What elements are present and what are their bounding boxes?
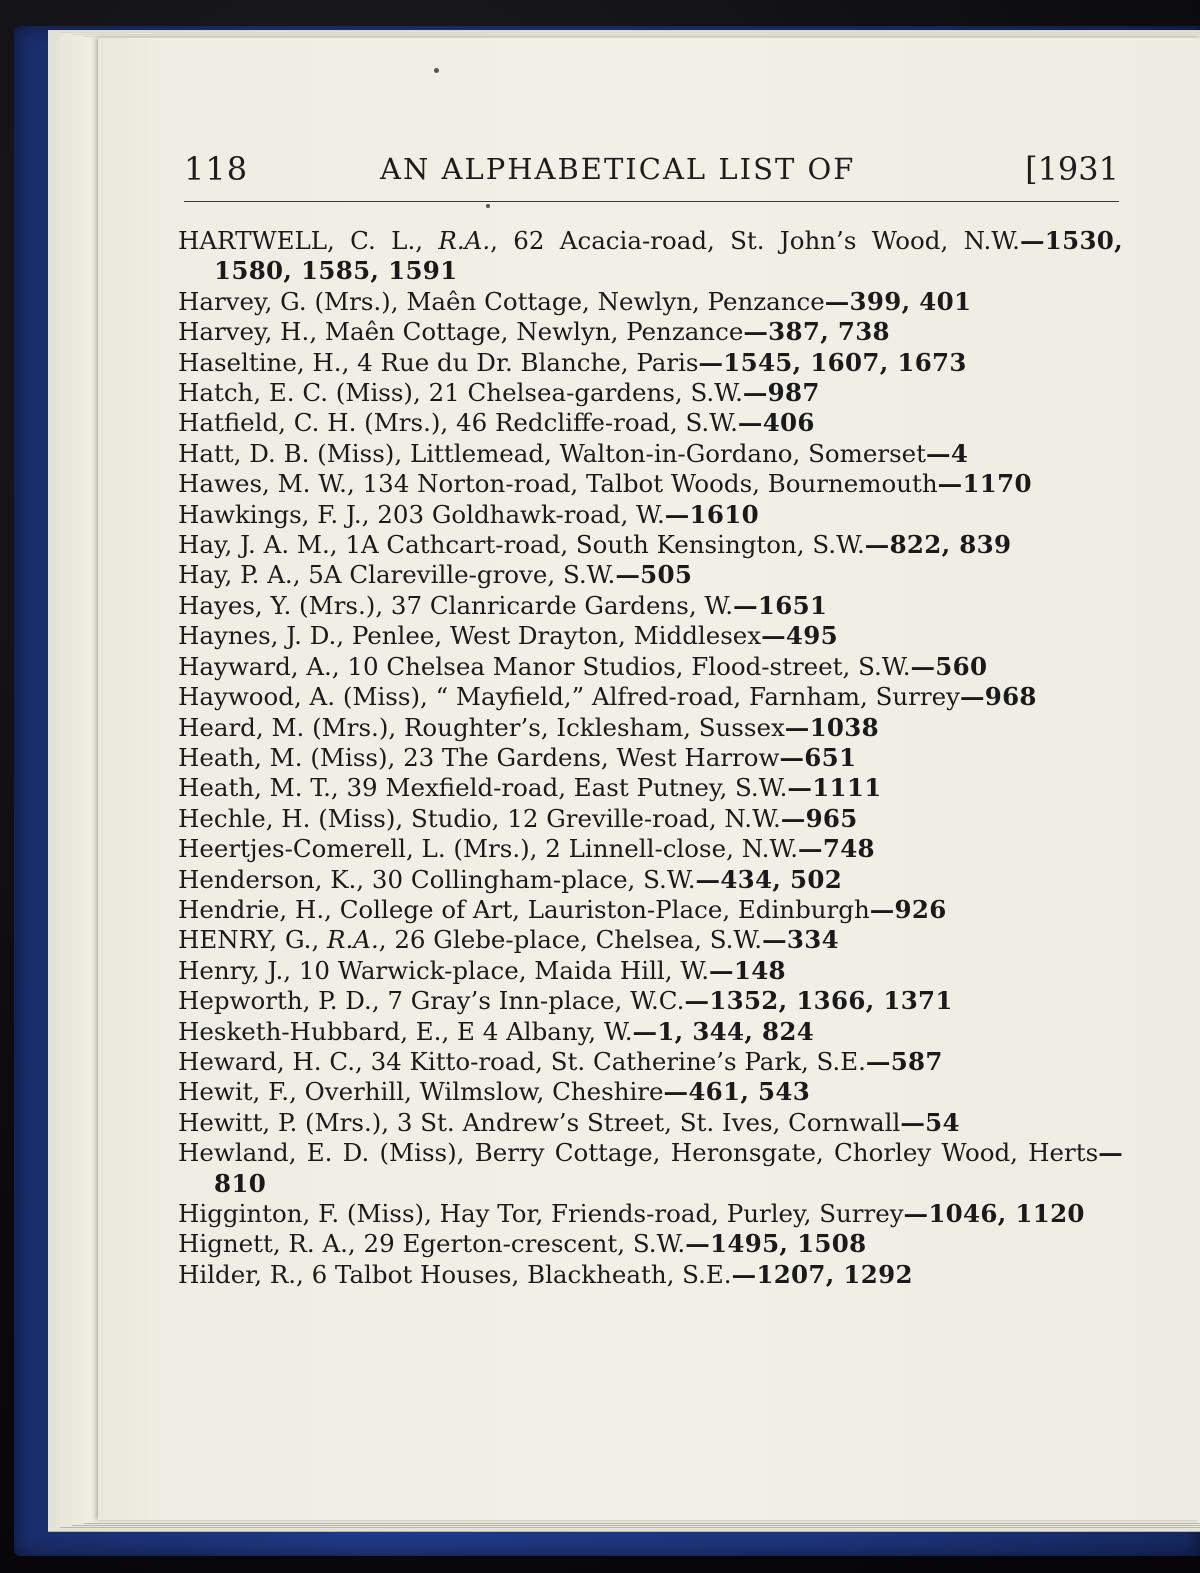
entry-numbers: —387, 738: [743, 317, 890, 347]
entry-numbers: —148: [709, 955, 786, 985]
list-item: [178, 378, 1123, 408]
entry-numbers: —406: [737, 408, 815, 438]
entry-address: E 4 Albany, W.: [457, 1016, 633, 1046]
entry-address: 1A Cathcart-road, South Kensington, S.W.: [345, 530, 865, 560]
entry-name: Hechle, H. (Miss),: [178, 803, 411, 833]
entry-address: 21 Chelsea-gardens, S.W.: [428, 378, 743, 408]
entry-name: Hignett, R. A.,: [178, 1229, 364, 1259]
entry-address: 37 Clanricarde Gardens, W.: [390, 590, 734, 620]
list-item: [178, 348, 1123, 378]
running-head: [184, 150, 1119, 200]
entry-address: 10 Warwick-place, Maida Hill, W.: [298, 955, 710, 985]
list-item: [178, 530, 1123, 560]
entry-honour: R.A.: [438, 226, 491, 255]
list-item: [178, 956, 1123, 986]
entry-numbers: —587: [865, 1046, 943, 1076]
list-item: [178, 1077, 1123, 1107]
entry-list: [178, 226, 1123, 1290]
entry-name: Haseltine, H.,: [178, 347, 358, 377]
list-item: [178, 986, 1123, 1016]
entry-numbers: —1352, 1366, 1371: [684, 986, 953, 1016]
entry-name: Hawkings, F. J.,: [178, 499, 378, 529]
entry-numbers: —1545, 1607, 1673: [698, 347, 967, 377]
list-item: [178, 439, 1123, 469]
entry-numbers: —651: [779, 742, 857, 772]
entry-numbers: —1046, 1120: [903, 1199, 1085, 1228]
entry-address: “ Mayfield,” Alfred-road, Farnham, Surrey: [435, 682, 960, 712]
book-page: [98, 38, 1200, 1520]
entry-name: HENRY, G.,: [178, 925, 328, 955]
entry-address: Maên Cottage, Newlyn, Penzance: [406, 286, 825, 316]
list-item: [178, 621, 1123, 651]
page-number: 118: [184, 150, 249, 188]
entry-numbers: —1, 344, 824: [632, 1016, 815, 1046]
entry-name: Henry, J.,: [178, 955, 299, 985]
entry-name: Hilder, R.,: [178, 1259, 312, 1289]
entry-address: 46 Redcliffe-road, S.W.: [456, 408, 738, 438]
list-item: [178, 925, 1123, 955]
list-item: [178, 743, 1123, 773]
list-item: [178, 865, 1123, 895]
entry-address: 23 The Gardens, West Harrow: [403, 742, 780, 772]
entry-numbers: —1651: [733, 590, 828, 620]
list-item: [178, 713, 1123, 743]
entry-numbers: —822, 839: [864, 530, 1012, 560]
entry-numbers: —926: [869, 894, 947, 924]
entry-name: HARTWELL, C. L.,: [178, 226, 439, 255]
list-item: [178, 500, 1123, 530]
list-item: [178, 287, 1123, 317]
entry-name: Heward, H. C.,: [178, 1046, 371, 1076]
entry-name: Hesketh-Hubbard, E.,: [178, 1016, 458, 1046]
list-item: [178, 560, 1123, 590]
header-rule: [184, 201, 1119, 202]
entry-name: Hendrie, H.,: [178, 894, 340, 924]
entry-numbers: —505: [615, 560, 693, 590]
entry-name: Haywood, A. (Miss),: [178, 682, 436, 712]
entry-numbers: —968: [959, 682, 1037, 712]
list-item: [178, 1199, 1123, 1229]
speck: [486, 204, 490, 208]
entry-address: Berry Cottage, Heronsgate, Chorley Wood, Herts: [474, 1138, 1099, 1168]
entry-address: Maên Cottage, Newlyn, Penzance: [324, 317, 744, 347]
entry-numbers: —810: [214, 1138, 1123, 1198]
entry-address: 30 Collingham-place, S.W.: [371, 864, 696, 894]
entry-address: Overhill, Wilmslow, Cheshire: [304, 1077, 664, 1107]
list-item: [178, 895, 1123, 925]
entry-name: Hewitt, P. (Mrs.),: [178, 1107, 397, 1137]
entry-address: 2 Linnell-close, N.W.: [545, 834, 799, 864]
entry-address: , 26 Glebe-place, Chelsea, S.W.: [378, 925, 763, 955]
entry-name: Hawes, M. W.,: [178, 469, 363, 499]
entry-address: Penlee, West Drayton, Middlesex: [351, 621, 762, 651]
list-item: [178, 1047, 1123, 1077]
entry-address: 34 Kitto-road, St. Catherine’s Park, S.E.: [370, 1046, 866, 1076]
entry-address: 5A Clareville-grove, S.W.: [308, 560, 616, 590]
entry-name: Hewland, E. D. (Miss),: [178, 1138, 475, 1168]
list-item: [178, 1138, 1123, 1199]
page-title: AN ALPHABETICAL LIST OF: [380, 152, 856, 186]
year-label: [1931: [1025, 150, 1119, 188]
entry-address: College of Art, Lauriston-Place, Edinburgh: [339, 894, 870, 924]
entry-name: Hatt, D. B. (Miss),: [178, 438, 410, 468]
list-item: [178, 591, 1123, 621]
entry-address: 10 Chelsea Manor Studios, Flood-street, S.W.: [347, 651, 911, 681]
entry-address: 134 Norton-road, Talbot Woods, Bournemouth: [362, 469, 938, 499]
entry-name: Heath, M. (Miss),: [178, 742, 404, 772]
entry-name: Henderson, K.,: [178, 864, 372, 894]
entry-name: Harvey, H.,: [178, 317, 325, 347]
speck: [434, 68, 439, 73]
entry-numbers: —987: [742, 378, 820, 408]
list-item: [178, 682, 1123, 712]
entry-name: Hepworth, P. D.,: [178, 986, 388, 1016]
entry-address: Roughter’s, Icklesham, Sussex: [403, 712, 785, 742]
entry-name: Hay, J. A. M.,: [178, 530, 346, 560]
list-item: [178, 1017, 1123, 1047]
entry-address: 6 Talbot Houses, Blackheath, S.E.: [311, 1259, 732, 1289]
entry-numbers: —1170: [937, 469, 1032, 499]
entry-numbers: —399, 401: [824, 286, 972, 316]
entry-numbers: —1207, 1292: [731, 1259, 913, 1289]
list-item: [178, 773, 1123, 803]
entry-numbers: —434, 502: [695, 864, 843, 894]
entry-name: Heath, M. T.,: [178, 773, 347, 803]
entry-address: 3 St. Andrew’s Street, St. Ives, Cornwall: [396, 1107, 901, 1137]
list-item: [178, 408, 1123, 438]
entry-address: 39 Mexfield-road, East Putney, S.W.: [346, 773, 788, 803]
entry-address: 203 Goldhawk-road, W.: [377, 499, 665, 529]
entry-numbers: —748: [798, 834, 875, 864]
entry-numbers: —4: [926, 438, 969, 468]
list-item: [178, 804, 1123, 834]
list-item: [178, 317, 1123, 347]
entry-name: Hatfield, C. H. (Mrs.),: [178, 408, 456, 438]
list-item: [178, 652, 1123, 682]
entry-name: Hayes, Y. (Mrs.),: [178, 590, 391, 620]
list-item: [178, 1108, 1123, 1138]
entry-name: Heertjes-Comerell, L. (Mrs.),: [178, 834, 546, 864]
entry-numbers: —495: [761, 621, 838, 651]
entry-name: Harvey, G. (Mrs.),: [178, 286, 407, 316]
entry-name: Hewit, F.,: [178, 1077, 305, 1107]
entry-numbers: —560: [910, 651, 988, 681]
list-item: [178, 1229, 1123, 1259]
entry-honour: R.A.: [327, 925, 379, 955]
entry-address: 7 Gray’s Inn-place, W.C.: [387, 986, 685, 1016]
list-item: [178, 226, 1123, 287]
entry-address: , 62 Acacia-road, St. John’s Wood, N.W.: [490, 226, 1020, 255]
entry-address: Studio, 12 Greville-road, N.W.: [410, 803, 781, 833]
entry-numbers: —54: [900, 1107, 960, 1137]
list-item: [178, 1260, 1123, 1290]
entry-address: Littlemead, Walton-in-Gordano, Somerset: [409, 438, 927, 468]
entry-numbers: —1530, 1580, 1585, 1591: [214, 226, 1123, 286]
entry-numbers: —334: [762, 925, 839, 955]
entry-numbers: —1111: [787, 773, 882, 803]
entry-numbers: —1038: [784, 712, 879, 742]
entry-name: Hay, P. A.,: [178, 560, 309, 590]
entry-name: Heard, M. (Mrs.),: [178, 712, 404, 742]
list-item: [178, 469, 1123, 499]
entry-numbers: —461, 543: [663, 1077, 811, 1107]
entry-name: Haynes, J. D.,: [178, 621, 352, 651]
entry-numbers: —1495, 1508: [685, 1229, 867, 1259]
entry-address: 4 Rue du Dr. Blanche, Paris: [357, 347, 699, 377]
list-item: [178, 834, 1123, 864]
entry-numbers: —965: [780, 803, 858, 833]
entry-name: Hayward, A.,: [178, 651, 348, 681]
entry-address: Hay Tor, Friends-road, Purley, Surrey: [439, 1199, 904, 1228]
entry-numbers: —1610: [664, 499, 759, 529]
entry-name: Higginton, F. (Miss),: [178, 1199, 440, 1228]
entry-address: 29 Egerton-crescent, S.W.: [363, 1229, 686, 1259]
entry-name: Hatch, E. C. (Miss),: [178, 378, 429, 408]
